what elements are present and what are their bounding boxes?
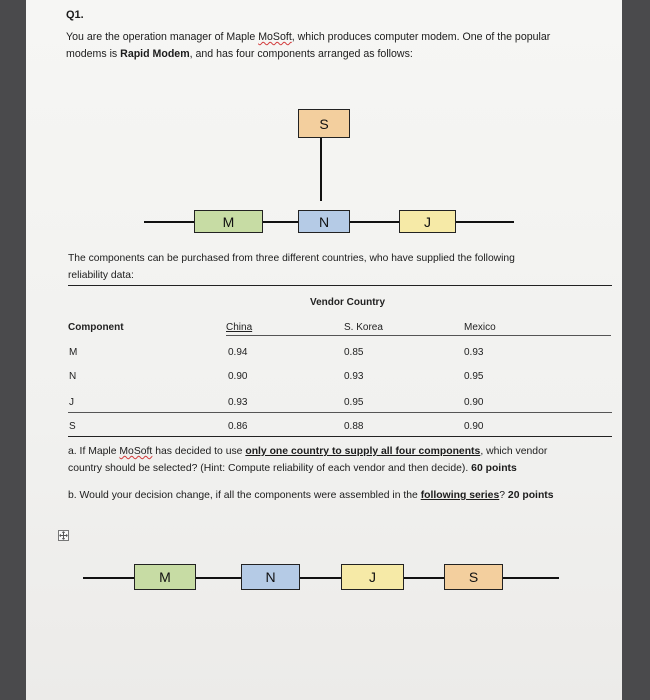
table-move-icon[interactable] [58, 530, 69, 541]
vendor-country-header: Vendor Country [310, 297, 386, 308]
part-b: b. Would your decision change, if all the components were assembled in the following series? 20 points [68, 490, 554, 501]
header-skorea: S. Korea [344, 322, 383, 333]
header-china: China [226, 322, 253, 333]
intro-line-1: You are the operation manager of Maple MoSoft, which produces computer modem. One of the popular [66, 31, 551, 43]
part-a [68, 443, 613, 477]
diagram1-box-j: J [399, 210, 456, 233]
diagram2-box-j: J [341, 564, 404, 590]
product-name: Rapid Modem [120, 48, 190, 60]
diagram1-branch-line [320, 138, 322, 201]
diagram2-box-m: M [134, 564, 196, 590]
part-a-line-2: country should be selected? (Hint: Compute reliability of each vendor and then decide). 60 points [68, 463, 517, 474]
row-separator [68, 412, 612, 413]
header-underline [226, 335, 611, 336]
diagram1-box-m: M [194, 210, 263, 233]
part-a-line-1: a. If Maple MoSoft has decided to use only one country to supply all four components, which vendor [68, 446, 548, 457]
document-page: Q1. You are the operation manager of Maple MoSoft, which produces computer modem. One of the popular modems is Rapid Modem, and has four components arranged as follows: S M N J The components can be purchased from three different countries, who have supplied the following reliability data: Vendor Country Component China S. Korea Mexico M 0.94 0.85 0.93 N 0.90 0.93 0.95 J 0.93 0.95 0.90 S 0.86 0.88 0.90 a. If Maple MoSoft has decided to use only one country to supply all four components, which vendor country should be selected? (Hint: Compute reliability of each vendor and then decide). 60 points b. Would your decision change, if all the components were assembled in the following series? 20 points M N J S [26, 0, 622, 700]
table-bottom-rule [68, 436, 612, 437]
diagram2-box-n: N [241, 564, 300, 590]
reliability-intro: The components can be purchased from three different countries, who have supplied the following reliability data: [68, 253, 515, 281]
intro-line-2: modems is Rapid Modem, and has four components arranged as follows: [66, 48, 413, 60]
question-number: Q1. [66, 9, 84, 21]
diagram1-box-n: N [298, 210, 350, 233]
diagram2-box-s: S [444, 564, 503, 590]
header-component: Component [68, 322, 124, 333]
table-top-rule [68, 285, 612, 286]
intro-paragraph [66, 29, 611, 63]
brand-name: MoSoft [258, 31, 292, 43]
header-mexico: Mexico [464, 322, 496, 333]
diagram1-box-s: S [298, 109, 350, 138]
